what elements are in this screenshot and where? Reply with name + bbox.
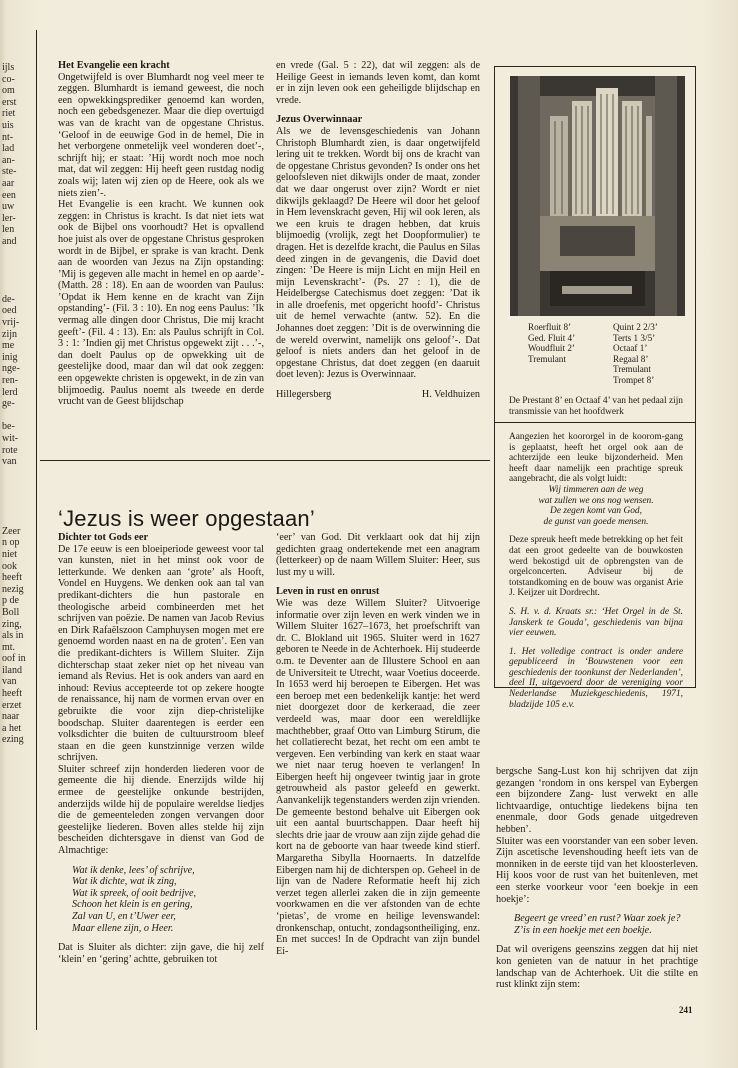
left-strip-fragment: ijls: [2, 62, 15, 73]
poem-2: [514, 913, 698, 936]
left-strip-fragment: om: [2, 85, 15, 97]
poem-line: Wat ik dichte, wat ik zing,: [72, 876, 177, 888]
motto-line: Wij timmeren aan de weg: [548, 484, 644, 495]
left-strip-fragment: [2, 479, 32, 491]
left-strip-fragment: lad: [2, 143, 15, 155]
article1-col2: [276, 60, 480, 401]
stops-left: [528, 322, 603, 385]
stop-item: Tremulant: [613, 364, 651, 374]
stop-item: Regaal 8’: [613, 353, 649, 364]
stop-item: Woudfluit 2’: [528, 343, 575, 353]
left-strip-fragment: ren-: [2, 375, 19, 387]
left-strip-fragment: oed: [2, 305, 17, 317]
sidebar-divider: [494, 422, 695, 423]
left-strip-fragment: n op: [2, 537, 20, 549]
article2-col2: [276, 532, 480, 957]
left-strip-fragment: [2, 259, 32, 271]
sidebar-caption: De Prestant 8’ en Octaaf 4’ van het pedaal zijn transmissie van het hoofdwerk: [509, 396, 683, 417]
left-strip-fragment: [2, 491, 32, 503]
motto: [509, 485, 683, 527]
page-number: 241: [679, 1005, 693, 1015]
article2-col2-text: Wie was deze Willem Sluiter? Uitvoerige informatie over zijn leven en werk vinden we in Willem Sluiter 1627–1673, het proefschrift van dr. C. Blokland uit 1965. Sluiter werd in 1627 geboren te Neede in de Achterhoek. Hij studeerde o.m. te Deventer aan de Illustere School en aan de Universiteit te Utrecht, waar Voetius doceerde. In 1653 werd hij beroepen te Eibergen. Het was een beroep met een bedenkelijk kantje: het werd niet doorgezet door de kerkeraad, die zeer verdeeld was, maar door een wereldlijke machthebber, graaf Otto van Limburg Stirum, die het collatierecht bezat, het recht om een ambt te vergeven. Een verbinding van kerk en staat waar we niet naar terug hoeven te verlangen! In Eibergen heeft hij ongeveer twintig jaar in grote getrouwheid als pastor geleefd en gewerkt. Aanvankelijk tegenstanders werden zijn vrienden. De gemeente bestond behalve uit Eibergen ook uit een aantal buurtschappen. Daar heeft hij slechts drie jaar de vrouw aan zijn zijde gehad die kort na de geboorte van haar tweede kind stierf. Margaretha Sibylla Hoornaerts. In datzelfde Eibergen nam hij de dichterspen op. Geheel in de lijn van de Nadere Reformatie heeft hij zich verzet tegen allerlei zaken die in zijn gemeente voorkwamen en die ver afstonden van de echte ‘pietas’, de vrome en heilige levenswandel: dronkenschap, ontucht, zondagsontheiliging, enz. En met succes! In de Opdracht van zijn bundel Ei-: [276, 597, 480, 957]
left-strip-fragment: wit-: [2, 433, 19, 444]
left-strip-fragment: heeft: [2, 688, 22, 700]
article2-subheading: Leven in rust en onrust: [276, 586, 380, 598]
organ-photo: [510, 76, 685, 316]
motto-line: wat zullen we ons nog wensen.: [538, 495, 654, 506]
left-strip-fragment: naar: [2, 711, 20, 723]
poem-line: Schoon het klein is en gering,: [72, 899, 193, 911]
left-strip-fragment: len: [2, 224, 15, 236]
poem-line: Begeert ge vreed’ en rust? Waar zoek je?: [514, 913, 681, 925]
sidebar-p2: Deze spreuk heeft mede betrekking op het feit dat een groot gedeelte van de bouwkosten werd bekostigd uit de opbrengsten van de orgelconcerten. Adviseur bij de totstandkoming en de bouw was organist Arie J. Keijzer uit Dordrecht.: [509, 535, 683, 599]
article2-col1-end: Dat is Sluiter als dichter: zijn gave, die hij zelf ‘klein’ en ‘gering’ achtte, gebruiken tot: [58, 942, 264, 965]
left-strip-fragment: vrij-: [2, 317, 20, 329]
left-strip-fragment: niet: [2, 548, 17, 560]
left-strip-fragment: [2, 410, 32, 422]
left-strip-fragment: [2, 248, 32, 260]
poem-line: Z’is in een hoekje met een boekje.: [514, 924, 652, 936]
stop-item: Octaaf 1’: [613, 343, 648, 353]
column-gutter-line: [36, 30, 37, 1030]
poem-line: Wat ik denke, lees’ of schrijve,: [72, 864, 195, 876]
left-strip-fragment: uw: [2, 201, 15, 213]
organ-stops: [528, 322, 688, 385]
article2-col3-end: Dat wil overigens geenszins zeggen dat hij niet kon genieten van de natuur in het prachtige landschap van de Achterhoek. Uit die stilte en rust klinkt zijn stem:: [496, 944, 698, 991]
left-strip-fragment: ook: [2, 560, 17, 572]
stop-item: Tremulant: [528, 353, 566, 364]
place: Hillegersberg: [276, 389, 332, 401]
article2-title: ‘Jezus is weer opgestaan’: [58, 506, 315, 531]
motto-line: De zegen komt van God,: [550, 506, 642, 517]
poem-line: Zal van U, en t’Uwer eer,: [72, 911, 176, 922]
left-strip-fragment: heeft: [2, 572, 22, 584]
left-strip-fragment: rote: [2, 444, 18, 456]
poem-line: Wat ik spreek, of ooit bedrijve,: [72, 887, 197, 899]
left-page-strip: [2, 62, 32, 746]
poem-1: [72, 865, 264, 935]
left-strip-fragment: een: [2, 189, 16, 201]
sidebar-body: [509, 432, 683, 710]
left-strip-fragment: ezing: [2, 734, 24, 746]
left-strip-fragment: mt.: [2, 641, 16, 653]
poem-line: Maar ellene zijn, o Heer.: [72, 922, 174, 934]
organ-image: [510, 76, 685, 316]
left-strip-fragment: lerd: [2, 386, 18, 398]
left-strip-fragment: and: [2, 235, 17, 247]
left-strip-fragment: [2, 503, 32, 515]
stop-item: Quint 2 2/3’: [613, 322, 658, 332]
left-strip-fragment: iland: [2, 664, 22, 676]
left-strip-fragment: Zeer: [2, 525, 21, 537]
left-strip-fragment: co-: [2, 73, 15, 85]
left-strip-fragment: oof in: [2, 653, 26, 665]
author: H. Veldhuizen: [421, 389, 480, 401]
left-strip-fragment: nt-: [2, 131, 14, 143]
left-strip-fragment: p de: [2, 595, 19, 607]
left-strip-fragment: me: [2, 340, 15, 352]
stop-item: Terts 1 3/5’: [613, 332, 656, 343]
article2-col2-intro: ‘eer’ van God. Dit verklaart ook dat hij zijn gedichten graag ondertekende met een anagram (letterkeer) op de naam Willem Sluiter: Heer, sus lust my u will.: [276, 532, 480, 578]
stop-item: Ged. Fluit 4’: [528, 332, 576, 343]
article1-col2-text: Als we de levensgeschiedenis van Johann Christoph Blumhardt zien, is daar ongetwijfeld lering uit te trekken. Wordt bij ons de kracht van de opgestane Christus gevonden? Is onder ons het geloofsleven niet dikwijls onder de maat, zonder dat we daar ongerust over zijn? Wordt er niet dikwijls geklaagd? De Heere wil door het geloof in Hem levenskracht geven, Hij wil ook leren, als we een kruis te dragen hebben, dat kruis blijmoedig (vrolijk, zegt het Doopformulier) te dragen. Het is dezelfde kracht, die Paulus en Silas deed zingen in de gevangenis, die David doet zingen: ’De Heere is mijn Licht en mijn Heil en mijn Levenskracht’- (Ps. 27 : 1), die de Heidelbergse Catechismus doet zeggen: ’Dat ik in alle droefenis, met opgericht hoofd’- Christus uit de hemel verwachte (antw. 52). En die Johannes doet zeggen: ’Dit is de overwinning die de wereld overwint, namelijk ons geloof’-. Dat geloof is niets anders dan het geloof in de opgestane Christus, dat doet zeggen (en daaruit doet leven): Jezus is Overwinnaar.: [276, 125, 480, 381]
left-strip-fragment: ge-: [2, 398, 15, 410]
left-strip-fragment: zijn: [2, 328, 17, 340]
left-strip-fragment: aar: [2, 177, 15, 189]
left-strip-fragment: als in: [2, 630, 24, 642]
article1-subheading: Jezus Overwinnaar: [276, 114, 363, 126]
left-strip-fragment: ste-: [2, 166, 17, 178]
left-strip-fragment: van: [2, 676, 17, 688]
left-strip-fragment: riet: [2, 108, 16, 120]
left-strip-fragment: de-: [2, 293, 15, 305]
left-strip-fragment: erst: [2, 96, 17, 108]
article1-heading: Het Evangelie een kracht: [58, 60, 170, 71]
article1-col1-text: Ongetwijfeld is over Blumhardt nog veel meer te zeggen. Blumhardt is iemand geweest, die noch een opwekkingsprediker genoemd kan worden, noch een gebedsgenezer. Maar die diep overtuigd was van de kracht van de opgestane Christus. ‘Geloof in de eeuwige God in de hemel, Die in het verborgene onmetelijk veel wonderen doet’-, schrijft hij; er staat: ’Hij wordt noch moe noch mat, dat wil zeggen: Hij heeft geen rustdag nodig zoals wij; laten wij zien op de Heere, ook als we niets zien’-. Het Evangelie is een kracht. We kunnen ook zeggen: in Christus is kracht. Is dat niet iets wat ook de Bijbel ons voorhoudt? Het is opvallend hoe juist als over de opgestane Christus gesproken wordt in de Bijbel, er sprake is van kracht. Denk aan de woorden van Jezus na Zijn opstanding: ’Mij is gegeven alle macht in hemel en op aarde’-(Matth. 28 : 18). En aan de woorden van Paulus: ’Opdat ik Hem kenne en de kracht van Zijn opstanding’- (Fil. 3 : 10). En nog eens Paulus: ’Ik vermag alle dingen door Christus, Die mij kracht geeft’- (Fil. 4 : 13). En: als Paulus schrijft in Col. 3 : 1: ’Indien gij met Christus opgewekt zijt . . .’-, dan doelt Paulus op de opwekking uit de geestelijke dood, maar dan wil dat ook zeggen: een opgewekte christen is opgewekt, in de zin van blijmoedig. Paulus noemt als tweede en derde vrucht van de Geest blijdschap: [58, 71, 264, 408]
left-strip-fragment: be-: [2, 421, 15, 433]
left-strip-fragment: [2, 282, 32, 294]
left-strip-fragment: ler-: [2, 212, 16, 224]
left-strip-fragment: [2, 271, 32, 283]
left-strip-fragment: [2, 468, 32, 480]
left-strip-fragment: an-: [2, 154, 15, 166]
left-strip-fragment: erzet: [2, 699, 22, 711]
left-strip-fragment: inig: [2, 351, 18, 363]
left-strip-fragment: nezig: [2, 583, 24, 595]
stop-item: Trompet 8’: [613, 374, 655, 385]
stops-right: [613, 322, 688, 385]
article1-col1: [58, 60, 264, 408]
left-strip-fragment: nge-: [2, 363, 20, 375]
signature-line: [276, 389, 480, 401]
article2-col1: [58, 532, 264, 965]
article1-col2-intro: en vrede (Gal. 5 : 22), dat wil zeggen: als de Heilige Geest in iemands leven komt, dan komt er in zijn leven ook een geheiligde blijdschap en vrede.: [276, 60, 480, 106]
sidebar-ref2: 1. Het volledige contract is onder andere gepubliceerd in ‘Bouwstenen voor een geschiedenis der toonkunst der Nederlanden’, deel II, uitgevoerd door de vereniging voor Nederlandse Muziekgeschiedenis, 1971, bladzijde 105 e.v.: [509, 646, 683, 710]
article2-heading: Dichter tot Gods eer: [58, 532, 149, 543]
article2-col3: [496, 766, 698, 991]
left-strip-fragment: uis: [2, 119, 14, 131]
left-strip-fragment: Boll: [2, 606, 20, 618]
left-strip-fragment: [2, 514, 32, 526]
motto-line: de gunst van goede mensen.: [543, 516, 649, 527]
article2-col3-text: bergsche Sang-Lust kon hij schrijven dat zijn gezangen ‘rondom in ons kerspel van Eybergen een bijzondere Zang- lust verwekt en alle lichtvaardige, ontuchtige liedekens bijna ten enenmale, door Gods genade uitgedreven hebben’. Sluiter was een voorstander van een sober leven. Zijn ascetische levenshouding heeft iets van de monniken in de eerste tijd van het kloosterleven. Hij koos voor de rust van het buitenleven, met een sterke voorkeur voor ‘een boekje in een hoekje’:: [496, 766, 698, 905]
left-strip-fragment: a het: [2, 722, 22, 734]
stop-item: Roerfluit 8’: [528, 322, 572, 332]
article2-col1-text: De 17e eeuw is een bloeiperiode geweest voor tal van kunsten, niet in het minst ook voor de letterkunde. We denken aan ‘grote’ als Hooft, Vondel en Huygens. We denken ook aan tal van predikant-dichters die hun pastorale en theologische arbeid combineerden met het schrijven van poëzie. De namen van Jacob Revius en Dirk Rafaëlszoon Camphuysen mogen met ere genoemd worden naast en na de groten’. Een van die predikant-dichters is Willem Sluiter. Zijn dichterschap staat zeker niet op het niveau van iemand als Revius. Het is ook anders van aard en inhoud: Revius accepteerde tot op zekere hoogte de renaissance, hij nam de vormen ervan over en gebruikte die voor zijn diep-christelijke boodschap. Sluiter daarentegen is eerder een volksdichter die buiten de cultuurstroom bleef staan en die geen kunstzinnige verzen wilde schrijven. Sluiter schreef zijn honderden liederen voor de gemeente die hij diende. Enerzijds wilde hij ermee de geestelijke onkunde bestrijden, anderzijds wilde hij de populaire wereldse liedjes die de gemeenteleden zongen vervangen door geestelijke liederen. Boven alles stelde hij zijn bescheiden dichtersgave in dienst van God de Almachtige:: [58, 543, 264, 857]
left-strip-fragment: van: [2, 456, 17, 468]
sidebar-p1: Aangezien het koororgel in de koorom-gang is geplaatst, heeft het orgel ook aan de achterzijde een leuke bijzonderheid. Men heeft daar namelijk een prachtige spreuk aangebracht, die als volgt luidt:: [509, 432, 683, 485]
left-strip-fragment: zing,: [2, 618, 22, 630]
sidebar-ref1: S. H. v. d. Kraats sr.: ‘Het Orgel in de St. Janskerk te Gouda’, geschiedenis van bijna vier eeuwen.: [509, 606, 683, 639]
article-divider: [40, 460, 490, 461]
